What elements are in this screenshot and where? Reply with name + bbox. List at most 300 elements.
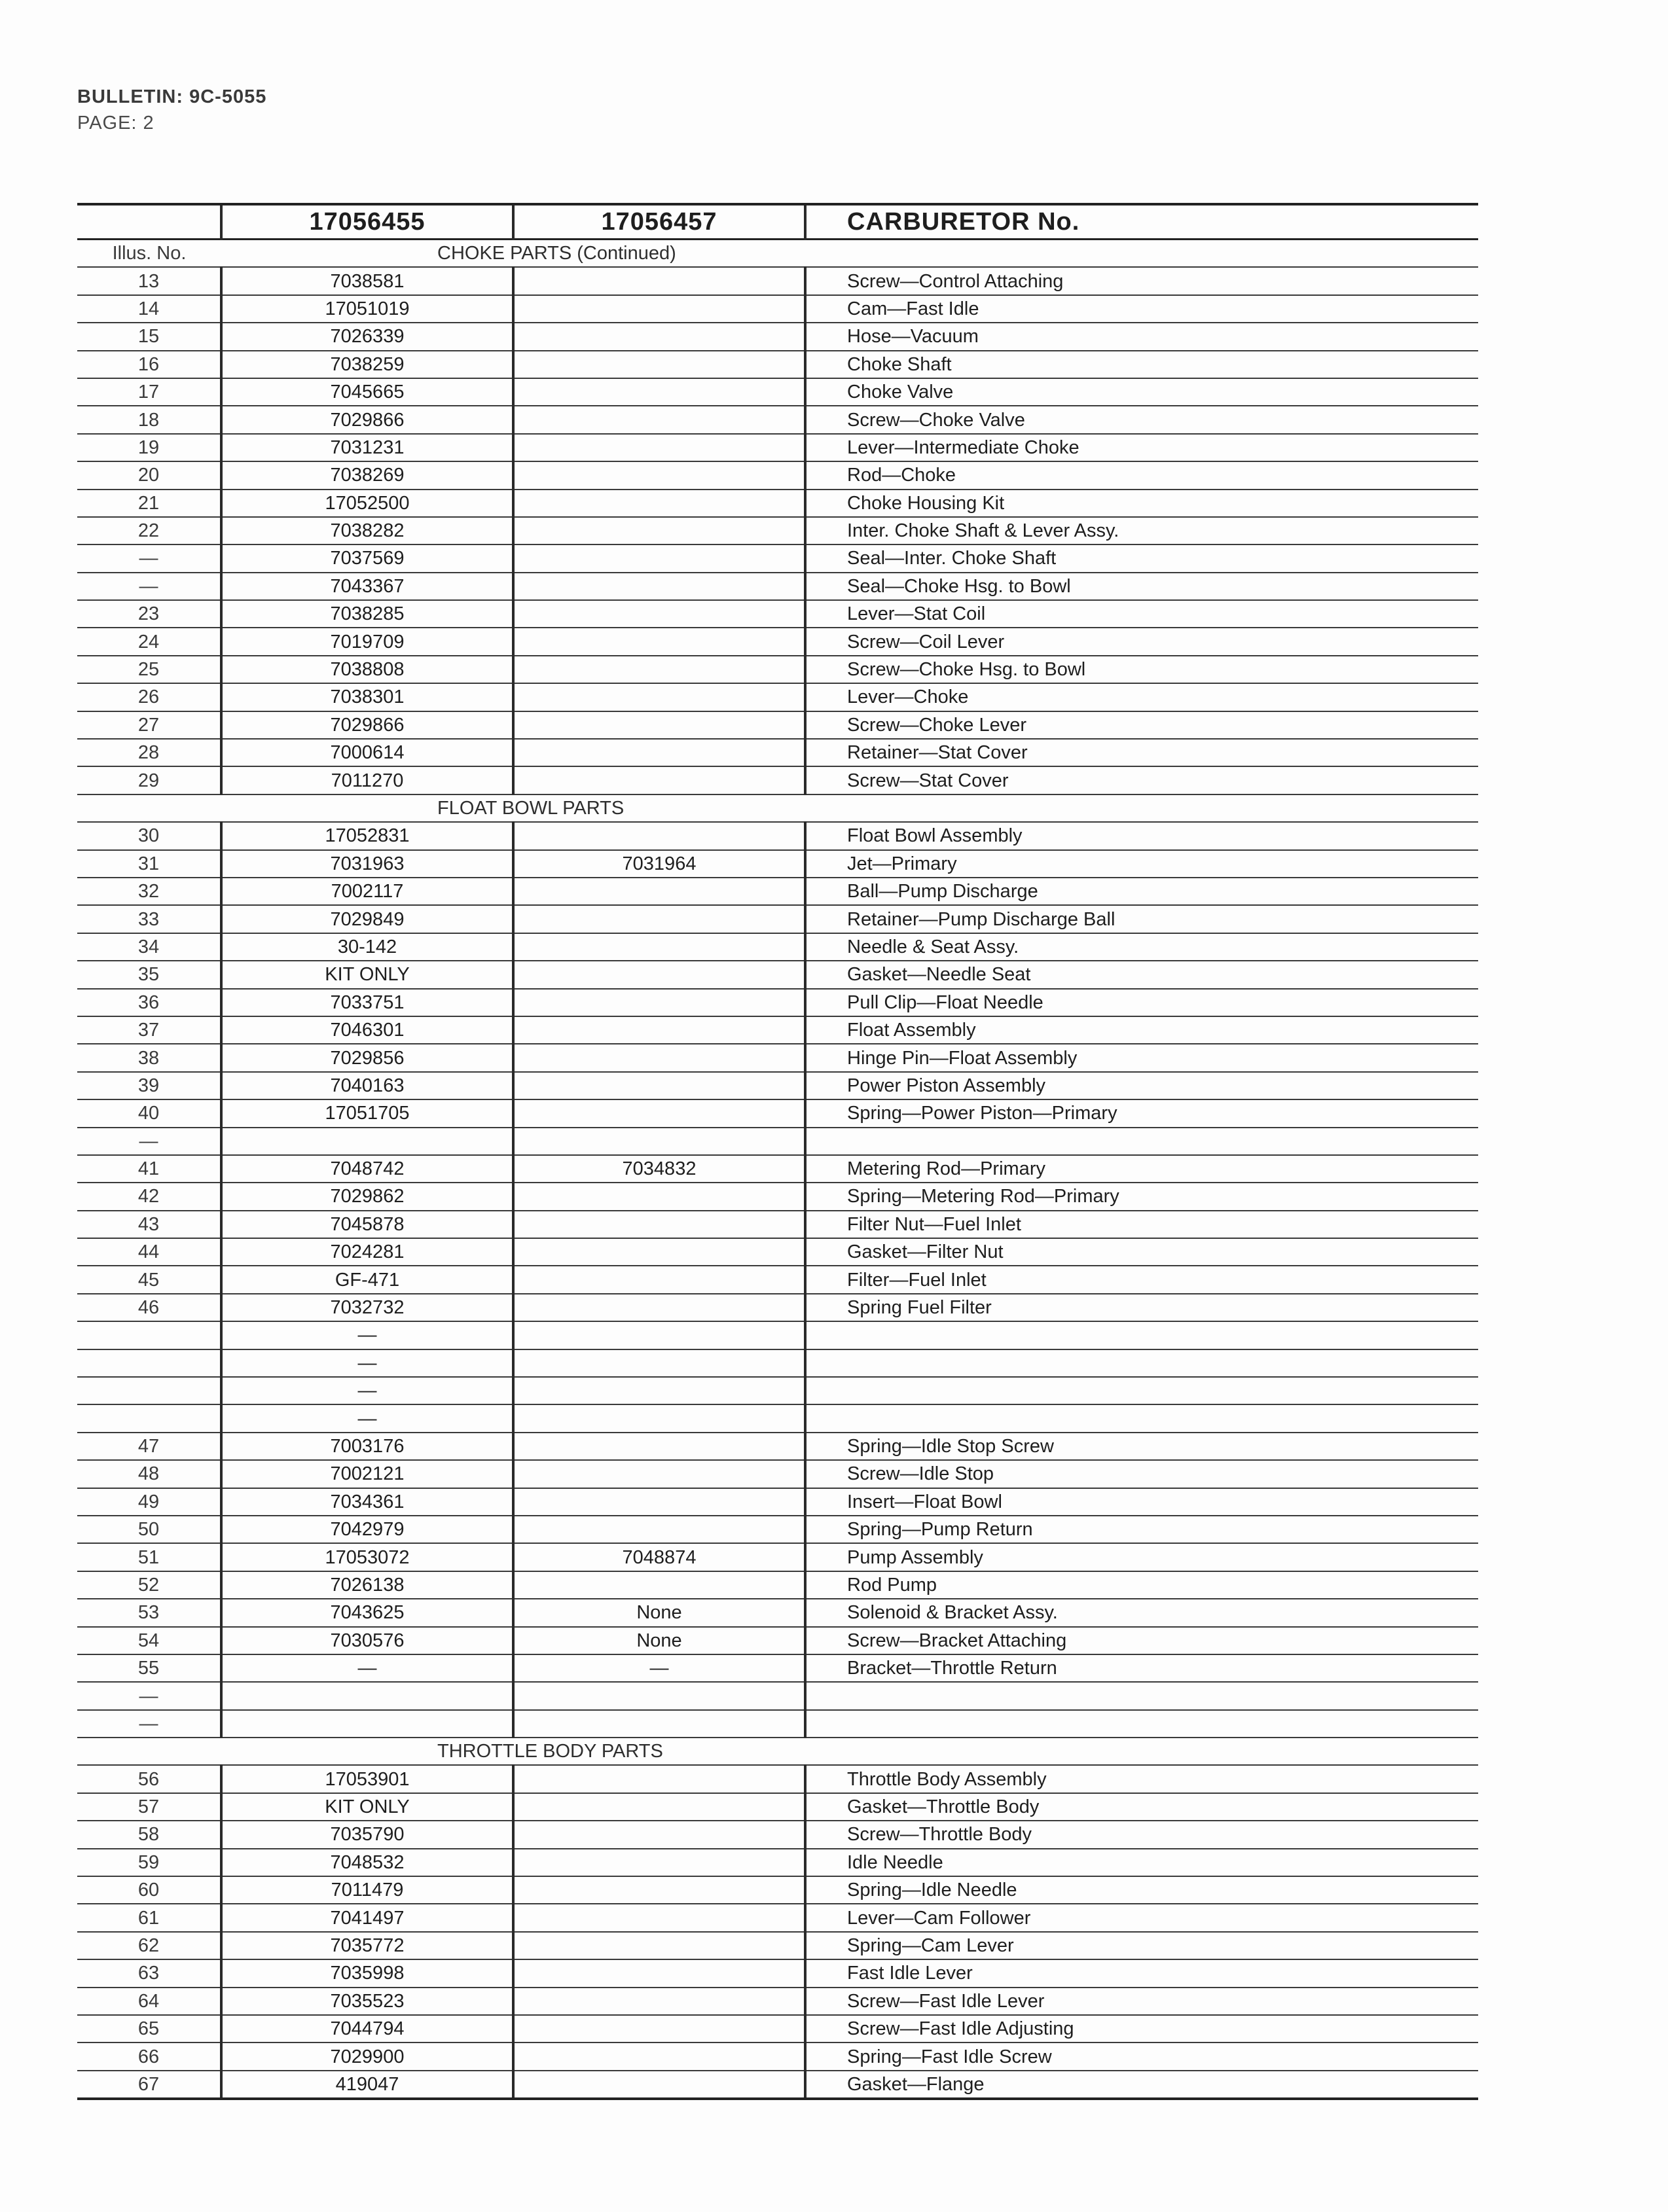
table-row [77, 628, 1478, 655]
description-cell: Spring—Metering Rod—Primary [805, 1183, 1478, 1210]
description-cell: Pull Clip—Float Needle [805, 989, 1478, 1016]
part-number-2-cell [513, 2043, 805, 2070]
part-number-2-cell: — [513, 1654, 805, 1682]
part-number-1-cell: 7035998 [221, 1959, 513, 1987]
part-number-2-cell [513, 1488, 805, 1516]
part-number-1-cell: — [221, 1321, 513, 1349]
illus-number-cell: 41 [77, 1155, 221, 1183]
part-column-1-header: 17056455 [221, 204, 513, 240]
section-title: FLOAT BOWL PARTS [221, 794, 1478, 822]
table-row [77, 739, 1478, 766]
table-row [77, 295, 1478, 323]
part-number-2-cell [513, 2071, 805, 2099]
part-number-2-cell [513, 905, 805, 933]
description-cell: Lever—Cam Follower [805, 1904, 1478, 1931]
part-number-1-cell: — [221, 1377, 513, 1404]
table-row [77, 1765, 1478, 1793]
part-number-2-cell [513, 1904, 805, 1931]
description-cell: Fast Idle Lever [805, 1959, 1478, 1987]
table-row [77, 850, 1478, 878]
table-row [77, 1543, 1478, 1571]
part-number-2-cell [513, 378, 805, 406]
table-row [77, 600, 1478, 628]
illus-number-cell: 27 [77, 711, 221, 739]
part-number-1-cell: 7038285 [221, 600, 513, 628]
description-cell [805, 1128, 1478, 1155]
part-number-2-cell [513, 1321, 805, 1349]
section-spacer [77, 1738, 221, 1765]
part-number-2-cell [513, 739, 805, 766]
table-row [77, 378, 1478, 406]
part-number-1-cell: — [221, 1349, 513, 1377]
part-number-1-cell: 7029900 [221, 2043, 513, 2070]
description-cell: Gasket—Flange [805, 2071, 1478, 2099]
part-number-1-cell: 7045665 [221, 378, 513, 406]
table-row [77, 1404, 1478, 1432]
part-number-2-cell [513, 351, 805, 378]
description-cell: Lever—Intermediate Choke [805, 434, 1478, 461]
table-row [77, 711, 1478, 739]
table-row [77, 822, 1478, 849]
table-row [77, 1183, 1478, 1210]
description-cell: Screw—Choke Lever [805, 711, 1478, 739]
part-number-1-cell: 17052500 [221, 490, 513, 517]
illus-number-cell: — [77, 1710, 221, 1738]
part-number-2-cell [513, 406, 805, 433]
illus-number-cell [77, 1377, 221, 1404]
description-cell: Spring—Power Piston—Primary [805, 1099, 1478, 1127]
illus-number-cell: 38 [77, 1044, 221, 1071]
table-row [77, 1599, 1478, 1626]
part-number-1-cell: 7029866 [221, 711, 513, 739]
part-number-1-cell: 7038301 [221, 683, 513, 711]
table-header-row [77, 204, 1478, 240]
illus-number-cell: 46 [77, 1294, 221, 1321]
illus-number-cell: 50 [77, 1516, 221, 1543]
illus-number-cell: 26 [77, 683, 221, 711]
illus-number-cell [77, 1404, 221, 1432]
part-number-2-cell [513, 1128, 805, 1155]
part-number-2-cell [513, 933, 805, 961]
illus-number-cell: 53 [77, 1599, 221, 1626]
carburetor-number-header: CARBURETOR No. [805, 204, 1478, 240]
part-number-2-cell [513, 1377, 805, 1404]
table-row [77, 1904, 1478, 1931]
illus-number-cell: 61 [77, 1904, 221, 1931]
description-cell: Screw—Throttle Body [805, 1821, 1478, 1848]
illus-number-cell: 18 [77, 406, 221, 433]
part-number-1-cell: 7000614 [221, 739, 513, 766]
table-row [77, 1266, 1478, 1293]
part-number-1-cell: 17051705 [221, 1099, 513, 1127]
table-row [77, 1988, 1478, 2015]
description-cell: Screw—Bracket Attaching [805, 1627, 1478, 1654]
description-cell: Needle & Seat Assy. [805, 933, 1478, 961]
table-row [77, 1627, 1478, 1654]
illus-number-cell: 47 [77, 1433, 221, 1460]
description-cell: Choke Shaft [805, 351, 1478, 378]
description-cell: Lever—Choke [805, 683, 1478, 711]
part-number-1-cell: 7035523 [221, 1988, 513, 2015]
table-row [77, 1959, 1478, 1987]
illus-number-cell: 45 [77, 1266, 221, 1293]
table-row [77, 351, 1478, 378]
bulletin-header [77, 84, 266, 136]
illus-number-cell: 16 [77, 351, 221, 378]
table-row [77, 1238, 1478, 1266]
part-number-2-cell [513, 490, 805, 517]
part-number-1-cell: 7035772 [221, 1932, 513, 1959]
table-row [77, 1377, 1478, 1404]
illus-number-cell: 25 [77, 656, 221, 683]
part-number-1-cell: 7038259 [221, 351, 513, 378]
illus-number-cell: 39 [77, 1072, 221, 1099]
part-number-2-cell: None [513, 1599, 805, 1626]
section-title: THROTTLE BODY PARTS [221, 1738, 1478, 1765]
part-number-1-cell [221, 1682, 513, 1709]
illus-number-cell: 59 [77, 1849, 221, 1876]
description-cell: Screw—Coil Lever [805, 628, 1478, 655]
part-number-2-cell [513, 267, 805, 294]
table-row [77, 1516, 1478, 1543]
table-row [77, 1016, 1478, 1044]
table-row [77, 267, 1478, 294]
part-number-1-cell: 7042979 [221, 1516, 513, 1543]
description-cell: Pump Assembly [805, 1543, 1478, 1571]
illus-number-cell: 66 [77, 2043, 221, 2070]
section-header-row [77, 794, 1478, 822]
illus-number-cell [77, 1349, 221, 1377]
table-row [77, 490, 1478, 517]
illus-number-cell: 44 [77, 1238, 221, 1266]
illus-number-cell: 55 [77, 1654, 221, 1682]
table-row [77, 1571, 1478, 1599]
part-number-2-cell: 7048874 [513, 1543, 805, 1571]
part-number-1-cell: — [221, 1654, 513, 1682]
illus-number-cell: 22 [77, 517, 221, 544]
description-cell: Rod Pump [805, 1571, 1478, 1599]
part-number-2-cell [513, 711, 805, 739]
part-number-2-cell [513, 1183, 805, 1210]
description-cell: Screw—Fast Idle Lever [805, 1988, 1478, 2015]
description-cell: Spring—Fast Idle Screw [805, 2043, 1478, 2070]
description-cell: Rod—Choke [805, 461, 1478, 489]
part-number-2-cell [513, 656, 805, 683]
part-number-1-cell: KIT ONLY [221, 1793, 513, 1821]
part-number-2-cell [513, 1460, 805, 1488]
part-number-1-cell: 7038269 [221, 461, 513, 489]
description-cell: Spring—Pump Return [805, 1516, 1478, 1543]
part-number-2-cell [513, 1710, 805, 1738]
description-cell: Gasket—Throttle Body [805, 1793, 1478, 1821]
description-cell [805, 1682, 1478, 1709]
table-row [77, 1793, 1478, 1821]
part-number-1-cell: 7031963 [221, 850, 513, 878]
part-number-2-cell [513, 1682, 805, 1709]
table-row [77, 1211, 1478, 1238]
bulletin-number: BULLETIN: 9C-5055 [77, 86, 267, 107]
illus-number-cell: 67 [77, 2071, 221, 2099]
part-number-1-cell: 7032732 [221, 1294, 513, 1321]
section-header-row [77, 240, 1478, 268]
part-number-1-cell: 7043625 [221, 1599, 513, 1626]
description-cell: Gasket—Filter Nut [805, 1238, 1478, 1266]
part-number-2-cell [513, 434, 805, 461]
description-cell: Screw—Control Attaching [805, 267, 1478, 294]
table-row [77, 989, 1478, 1016]
part-number-2-cell [513, 989, 805, 1016]
part-number-2-cell [513, 600, 805, 628]
part-number-1-cell: 17051019 [221, 295, 513, 323]
illus-number-cell: 52 [77, 1571, 221, 1599]
table-row [77, 1849, 1478, 1876]
illus-number-cell: 40 [77, 1099, 221, 1127]
table-row [77, 1488, 1478, 1516]
description-cell: Screw—Stat Cover [805, 766, 1478, 794]
part-number-2-cell [513, 1238, 805, 1266]
description-cell: Spring—Idle Stop Screw [805, 1433, 1478, 1460]
description-cell [805, 1404, 1478, 1432]
part-number-1-cell: 7029866 [221, 406, 513, 433]
description-cell: Gasket—Needle Seat [805, 961, 1478, 988]
part-number-1-cell: 419047 [221, 2071, 513, 2099]
part-number-2-cell [513, 1793, 805, 1821]
part-number-1-cell: 7033751 [221, 989, 513, 1016]
description-cell: Screw—Choke Valve [805, 406, 1478, 433]
part-number-1-cell: 7026138 [221, 1571, 513, 1599]
description-cell: Hinge Pin—Float Assembly [805, 1044, 1478, 1071]
illus-number-cell: 31 [77, 850, 221, 878]
part-number-1-cell: 7026339 [221, 323, 513, 350]
table-row [77, 1821, 1478, 1848]
illus-number-cell: 51 [77, 1543, 221, 1571]
part-number-2-cell [513, 1072, 805, 1099]
description-cell: Seal—Inter. Choke Shaft [805, 544, 1478, 572]
illus-number-cell: 65 [77, 2015, 221, 2043]
description-cell [805, 1377, 1478, 1404]
illus-number-cell: 15 [77, 323, 221, 350]
table-row [77, 683, 1478, 711]
illus-number-cell: 62 [77, 1932, 221, 1959]
illus-number-cell: 20 [77, 461, 221, 489]
illus-number-cell: 49 [77, 1488, 221, 1516]
part-number-2-cell [513, 766, 805, 794]
part-number-1-cell: 7037569 [221, 544, 513, 572]
part-number-2-cell [513, 961, 805, 988]
illus-number-cell: 19 [77, 434, 221, 461]
part-number-2-cell [513, 517, 805, 544]
part-number-1-cell [221, 1710, 513, 1738]
part-number-1-cell: 7029856 [221, 1044, 513, 1071]
part-number-1-cell: 7019709 [221, 628, 513, 655]
part-number-1-cell: 7035790 [221, 1821, 513, 1848]
description-cell: Retainer—Pump Discharge Ball [805, 905, 1478, 933]
part-number-1-cell: GF-471 [221, 1266, 513, 1293]
description-cell: Lever—Stat Coil [805, 600, 1478, 628]
section-header-row [77, 1738, 1478, 1765]
part-number-1-cell: 7046301 [221, 1016, 513, 1044]
part-number-2-cell [513, 1821, 805, 1848]
illus-number-cell: 60 [77, 1876, 221, 1904]
part-number-2-cell [513, 1349, 805, 1377]
illus-number-cell: 28 [77, 739, 221, 766]
part-number-2-cell: 7034832 [513, 1155, 805, 1183]
part-number-1-cell: 7045878 [221, 1211, 513, 1238]
description-cell: Choke Housing Kit [805, 490, 1478, 517]
description-cell: Spring—Cam Lever [805, 1932, 1478, 1959]
part-number-1-cell: 7048532 [221, 1849, 513, 1876]
illus-number-cell: 37 [77, 1016, 221, 1044]
part-number-2-cell: None [513, 1627, 805, 1654]
part-number-1-cell: 7038282 [221, 517, 513, 544]
description-cell: Bracket—Throttle Return [805, 1654, 1478, 1682]
part-number-2-cell: 7031964 [513, 850, 805, 878]
description-cell [805, 1321, 1478, 1349]
description-cell: Screw—Idle Stop [805, 1460, 1478, 1488]
illus-number-cell: 42 [77, 1183, 221, 1210]
part-number-1-cell: 17053072 [221, 1543, 513, 1571]
table-row [77, 1876, 1478, 1904]
table-row [77, 933, 1478, 961]
part-number-2-cell [513, 1044, 805, 1071]
part-number-1-cell: 7011479 [221, 1876, 513, 1904]
illus-number-cell: 36 [77, 989, 221, 1016]
part-number-1-cell [221, 1128, 513, 1155]
description-cell: Spring Fuel Filter [805, 1294, 1478, 1321]
part-number-1-cell: 7041497 [221, 1904, 513, 1931]
table-row [77, 961, 1478, 988]
part-number-2-cell [513, 2015, 805, 2043]
part-number-1-cell: 7029862 [221, 1183, 513, 1210]
table-row [77, 1932, 1478, 1959]
table-row [77, 1460, 1478, 1488]
section-spacer [77, 794, 221, 822]
table-row [77, 2043, 1478, 2070]
description-cell: Filter—Fuel Inlet [805, 1266, 1478, 1293]
part-number-1-cell: 7024281 [221, 1238, 513, 1266]
part-number-2-cell [513, 573, 805, 600]
illus-number-cell: 64 [77, 1988, 221, 2015]
part-number-2-cell [513, 1932, 805, 1959]
part-number-2-cell [513, 878, 805, 905]
part-number-1-cell: 7040163 [221, 1072, 513, 1099]
table-row [77, 1682, 1478, 1709]
part-number-2-cell [513, 1516, 805, 1543]
part-number-2-cell [513, 1016, 805, 1044]
table-row [77, 1155, 1478, 1183]
part-number-1-cell: 7003176 [221, 1433, 513, 1460]
illus-column-header-blank [77, 204, 221, 240]
part-number-2-cell [513, 544, 805, 572]
table-row [77, 406, 1478, 433]
table-row [77, 2071, 1478, 2099]
part-number-2-cell [513, 683, 805, 711]
part-number-2-cell [513, 822, 805, 849]
illus-number-cell: 30 [77, 822, 221, 849]
table-row [77, 656, 1478, 683]
description-cell: Spring—Idle Needle [805, 1876, 1478, 1904]
part-number-2-cell [513, 1099, 805, 1127]
illus-number-cell: — [77, 1682, 221, 1709]
part-column-2-header: 17056457 [513, 204, 805, 240]
table-row [77, 1349, 1478, 1377]
part-number-1-cell: — [221, 1404, 513, 1432]
part-number-2-cell [513, 1876, 805, 1904]
description-cell: Ball—Pump Discharge [805, 878, 1478, 905]
part-number-2-cell [513, 1404, 805, 1432]
part-number-2-cell [513, 1211, 805, 1238]
table-row [77, 1099, 1478, 1127]
part-number-2-cell [513, 461, 805, 489]
part-number-1-cell: 7038808 [221, 656, 513, 683]
part-number-1-cell: 7029849 [221, 905, 513, 933]
part-number-2-cell [513, 295, 805, 323]
table-row [77, 1710, 1478, 1738]
part-number-1-cell: 7002121 [221, 1460, 513, 1488]
table-row [77, 1654, 1478, 1682]
table-row [77, 573, 1478, 600]
table-row [77, 1128, 1478, 1155]
description-cell: Idle Needle [805, 1849, 1478, 1876]
table-row [77, 1321, 1478, 1349]
table-body [77, 240, 1478, 2099]
description-cell: Throttle Body Assembly [805, 1765, 1478, 1793]
part-number-1-cell: 7043367 [221, 573, 513, 600]
part-number-2-cell [513, 1571, 805, 1599]
table-row [77, 323, 1478, 350]
description-cell: Retainer—Stat Cover [805, 739, 1478, 766]
description-cell: Metering Rod—Primary [805, 1155, 1478, 1183]
section-title: CHOKE PARTS (Continued) [221, 240, 1478, 268]
illus-number-cell: 57 [77, 1793, 221, 1821]
part-number-2-cell [513, 1294, 805, 1321]
table-row [77, 544, 1478, 572]
description-cell: Screw—Fast Idle Adjusting [805, 2015, 1478, 2043]
description-cell [805, 1349, 1478, 1377]
description-cell: Choke Valve [805, 378, 1478, 406]
illus-number-header: Illus. No. [77, 240, 221, 268]
description-cell: Float Assembly [805, 1016, 1478, 1044]
part-number-1-cell: 7048742 [221, 1155, 513, 1183]
illus-number-cell: 17 [77, 378, 221, 406]
part-number-1-cell: 7038581 [221, 267, 513, 294]
illus-number-cell [77, 1321, 221, 1349]
description-cell: Hose—Vacuum [805, 323, 1478, 350]
illus-number-cell: 34 [77, 933, 221, 961]
part-number-1-cell: 7002117 [221, 878, 513, 905]
illus-number-cell: 48 [77, 1460, 221, 1488]
part-number-2-cell [513, 323, 805, 350]
part-number-2-cell [513, 1959, 805, 1987]
illus-number-cell: 21 [77, 490, 221, 517]
illus-number-cell: 23 [77, 600, 221, 628]
illus-number-cell: 58 [77, 1821, 221, 1848]
illus-number-cell: 54 [77, 1627, 221, 1654]
description-cell: Screw—Choke Hsg. to Bowl [805, 656, 1478, 683]
table-row [77, 1072, 1478, 1099]
table-row [77, 2015, 1478, 2043]
description-cell: Power Piston Assembly [805, 1072, 1478, 1099]
description-cell [805, 1710, 1478, 1738]
illus-number-cell: — [77, 573, 221, 600]
page-number: PAGE: 2 [77, 113, 154, 134]
illus-number-cell: 63 [77, 1959, 221, 1987]
illus-number-cell: — [77, 544, 221, 572]
part-number-1-cell: 7044794 [221, 2015, 513, 2043]
illus-number-cell: 13 [77, 267, 221, 294]
illus-number-cell: 35 [77, 961, 221, 988]
part-number-1-cell: 17053901 [221, 1765, 513, 1793]
